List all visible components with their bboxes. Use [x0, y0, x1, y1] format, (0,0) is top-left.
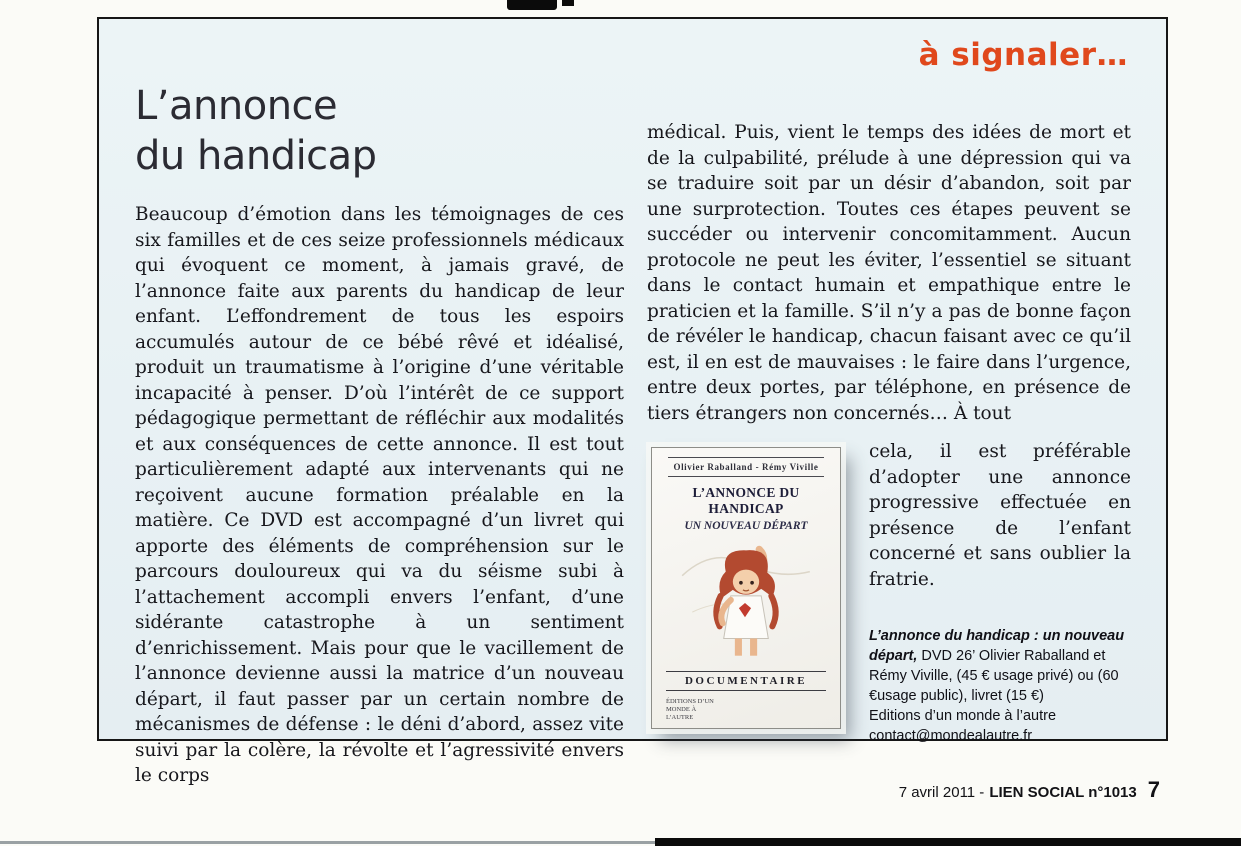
article-right-column-text: médical. Puis, vient le temps des idées de mort et de la culpabilité, prélude à une dépression qui va se traduire soit par un désir d’abandon, soit par une surprotection. Toutes ces étapes peuvent se succéder ou intervenir concomitamment. Aucun protocole ne peut les éviter, l’essentiel se situant dans le contact humain et empathique entre le praticien et la famille. S’il n’y a pas de bonne façon de révéler le handicap, chacun faisant avec ce qu’il est, il en est de mauvaises : le faire dans l’urgence, entre deux portes, par téléphone, en présence de tiers étrangers non concernés… À tout: [647, 122, 1131, 424]
scan-artifact-bottom-dark: [655, 838, 1241, 846]
dvd-authors: Olivier Raballand - Rémy Viville: [673, 462, 819, 472]
dvd-cover: [651, 447, 841, 729]
article-right-column: [647, 120, 1131, 746]
article-left-column: Beaucoup d’émotion dans les témoignages de ces six familles et de ces seize professionnels médicaux qui évoquent ce moment, à jamais gravé, de l’annonce faite aux parents du handicap de leur enfant. L’effondrement de tous les espoirs accumulés autour de ce bébé rêvé et idéalisé, produit un traumatisme à l’origine d’une véritable incapacité à penser. D’où l’intérêt de ce support pédagogique permettant de réfléchir aux modalités et aux conséquences de cette annonce. Il est tout particulièrement adapté aux intervenants qui ne reçoivent aucune formation préalable en la matière. Ce DVD est accompagné d’un livret qui apporte des éléments de compréhension sur le parcours douloureux qui va du séisme subi à l’attachement accompli envers l’enfant, d’une sidérante catastrophe à un sentiment d’enrichissement. Mais pour que le vacillement de l’annonce devienne aussi la matrice d’un nouveau départ, il faut passer par un certain nombre de mécanismes de défense : le déni d’abord, assez vite suivi par la colère, la révolte et l’agressivité envers le corps: [135, 204, 624, 786]
dvd-cover-photo: [647, 439, 859, 746]
article-wrap-text: cela, il est préférable d’adopter une annonce progressive effectuée en présence de l’enfant concerné et sans oublier la fratrie.: [869, 441, 1131, 590]
scan-artifact-bottom-gray: [0, 841, 655, 844]
dvd-title: L’ANNONCE DU HANDICAP: [692, 485, 800, 516]
dvd-caption: [869, 626, 1131, 746]
article-title-line1: L’annonce: [135, 83, 338, 129]
caption-publisher: Editions d’un monde à l’autre: [869, 708, 1057, 724]
article-frame: [97, 17, 1168, 786]
article-title: [135, 81, 377, 181]
caption-main: [869, 626, 1131, 706]
dvd-cover-rule-bottom: [668, 476, 824, 477]
dvd-and-caption-row: [647, 439, 1131, 746]
scan-artifact-top: [507, 0, 557, 10]
article-title-line2: du handicap: [135, 133, 377, 179]
footer-journal-name: LIEN SOCIAL n°1013: [989, 784, 1137, 801]
dvd-cover-illustration: [670, 539, 822, 665]
caption-credits: DVD 26’ Olivier Raballand et Rémy Viville, (45 € usage privé) ou (60 €usage public), livret (15 €): [869, 648, 1119, 704]
footer-date: 7 avril 2011 -: [898, 784, 985, 801]
page-footer: [899, 777, 1160, 803]
scan-artifact-top-small: [562, 0, 574, 6]
footer-page-number: 7: [1147, 777, 1160, 802]
dvd-subtitle: UN NOUVEAU DÉPART: [684, 520, 808, 532]
dvd-genre-banner: DOCUMENTAIRE: [666, 671, 826, 691]
caption-email: contact@mondealautre.fr: [869, 728, 1033, 744]
caption-title: L’annonce du handicap : un nouveau départ,: [869, 628, 1125, 664]
dvd-cover-rule-top: [668, 457, 824, 458]
wrap-and-caption: [869, 439, 1131, 746]
dvd-publisher-logo: ÉDITIONS D’UN MONDE À L’AUTRE: [666, 698, 714, 722]
section-tag: à signaler…: [918, 37, 1128, 73]
